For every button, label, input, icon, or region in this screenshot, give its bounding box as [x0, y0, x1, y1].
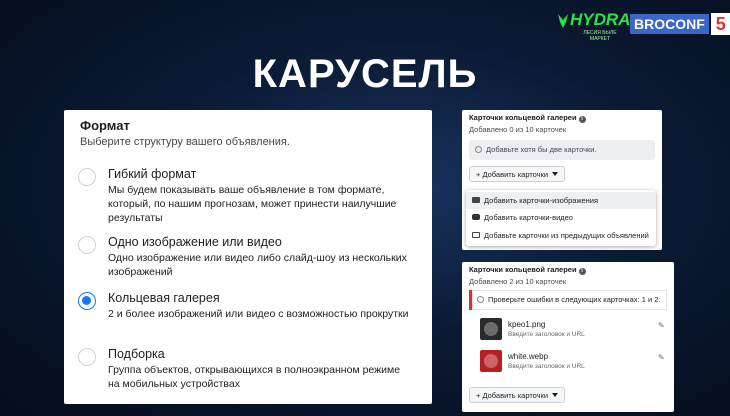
option-description: Группа объектов, открывающихся в полноэкранном режиме на мобильных устройствах [108, 364, 401, 390]
radio-flexible[interactable] [78, 168, 96, 186]
format-subtitle: Выберите структуру вашего объявления. [80, 136, 290, 148]
hydra-logo-subtext: ЛЕСИЯ БЫЛЕ МАРКЕТ [583, 30, 617, 42]
menu-item-label: Добавить карточки-видео [484, 213, 573, 222]
option-description: Одно изображение или видео либо слайд-шоу из нескольких изображений [108, 252, 407, 278]
add-cards-label: Добавить карточки [482, 391, 549, 400]
error-banner [469, 290, 667, 310]
add-cards-button[interactable] [469, 387, 565, 403]
option-label: Подборка [108, 347, 165, 361]
chevron-down-icon [552, 393, 558, 397]
add-cards-button[interactable] [469, 166, 565, 182]
option-label: Одно изображение или видео [108, 235, 282, 249]
notice-text: Добавьте хотя бы две карточки. [486, 145, 597, 154]
previous-ads-icon [472, 232, 480, 238]
card-item[interactable] [480, 318, 666, 346]
panel-title [469, 113, 586, 123]
chevron-down-icon [552, 172, 558, 176]
hydra-logo-text: HYDRA [570, 10, 631, 29]
plus-icon: + [476, 391, 483, 400]
menu-item-add-previous-cards[interactable] [466, 227, 656, 244]
panel-title-text: Карточки кольцевой галереи [469, 265, 577, 274]
card-filename: kpeo1.png [508, 320, 546, 329]
card-item[interactable] [480, 350, 666, 378]
card-thumbnail [480, 318, 502, 340]
menu-item-label: Добавьте карточки из предыдущих объявлений [484, 231, 649, 240]
edit-pencil-icon[interactable]: ✎ [658, 321, 665, 330]
carousel-cards-panel-filled [462, 262, 674, 412]
card-filename: white.webp [508, 352, 549, 361]
menu-item-add-video-cards[interactable] [466, 209, 656, 226]
add-cards-label: Добавить карточки [482, 170, 549, 179]
warning-circle-icon [477, 296, 484, 303]
plus-icon: + [476, 170, 483, 179]
format-card [64, 110, 432, 404]
carousel-cards-panel-empty [462, 110, 662, 250]
radio-single[interactable] [78, 236, 96, 254]
notice-banner [469, 140, 655, 160]
menu-item-add-image-cards[interactable] [466, 192, 656, 209]
option-label: Гибкий формат [108, 167, 197, 181]
panel-title-text: Карточки кольцевой галереи [469, 113, 577, 122]
error-text: Проверьте ошибки в следующих карточках: 1 и 2. [488, 295, 661, 304]
info-icon[interactable]: i [579, 268, 586, 275]
image-icon [472, 197, 480, 203]
add-cards-dropdown [466, 190, 656, 246]
hydra-mark-icon [556, 12, 570, 30]
channel-five-logo: 5 [711, 13, 730, 35]
edit-pencil-icon[interactable]: ✎ [658, 353, 665, 362]
format-title: Формат [80, 118, 130, 133]
card-thumbnail [480, 350, 502, 372]
menu-item-label: Добавить карточки-изображения [484, 196, 599, 205]
cards-counter: Добавлено 2 из 10 карточек [469, 277, 567, 286]
panel-title [469, 265, 586, 275]
broconf-logo-text: BROCONF [630, 14, 709, 34]
info-circle-icon [475, 146, 482, 153]
radio-carousel[interactable] [78, 292, 96, 310]
video-icon [472, 214, 480, 220]
broconf-logo [630, 14, 730, 34]
card-hint: Введите заголовок и URL [508, 331, 585, 338]
slide-title: КАРУСЕЛЬ [252, 52, 478, 96]
info-icon[interactable]: i [579, 116, 586, 123]
option-label: Кольцевая галерея [108, 291, 220, 305]
radio-collection[interactable] [78, 348, 96, 366]
option-description: 2 и более изображений или видео с возможностью прокрутки [108, 308, 409, 320]
cards-counter: Добавлено 0 из 10 карточек [469, 125, 567, 134]
hydra-logo [556, 8, 631, 42]
option-description: Мы будем показывать ваше объявление в том формате, который, по нашим прогнозам, может принести наилучшие результаты [108, 184, 397, 224]
card-hint: Введите заголовок и URL [508, 363, 585, 370]
